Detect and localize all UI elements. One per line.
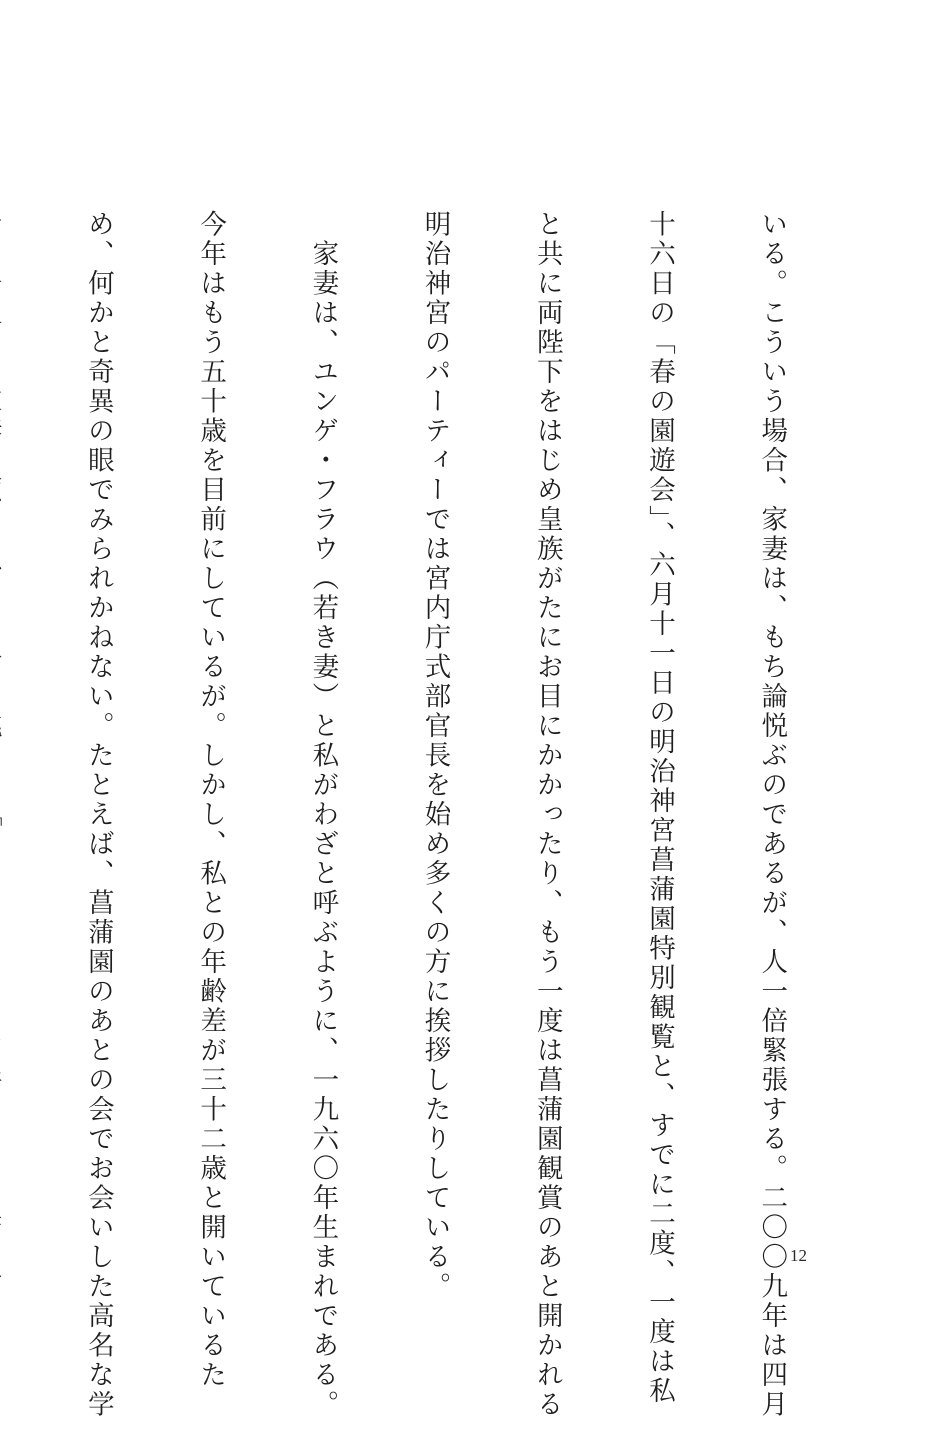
text-column-7: め、何かと奇異の眼でみられかねない。たとえば、菖蒲園のあとの会でお会いした高名な学 [82, 210, 114, 1420]
text-column-2: 十六日の「春の園遊会」、六月十一日の明治神宮菖蒲園特別観覧と、すでに二度、一度は私 [643, 210, 675, 1407]
text-column-5: 家妻は、ユンゲ・フラウ（若き妻）と私がわざと呼ぶように、一九六〇年生まれである。 [307, 210, 339, 1420]
text-column-8 [0, 210, 5, 1225]
text-column-3: と共に両陛下をはじめ皇族がたにお目にかかったり、もう一度は菖蒲園観賞のあと開かれる [531, 210, 563, 1420]
text-column-4: 明治神宮のパーティーでは宮内庁式部官長を始め多くの方に挨拶したりしている。 [419, 210, 451, 1302]
text-column-1: いる。こういう場合、家妻は、もち論悦ぶのであるが、人一倍緊張する。二〇〇九年は四月 [756, 210, 788, 1420]
page-number: 12 [790, 1246, 807, 1265]
text-column-6: 今年はもう五十歳を目前にしているが。しかし、私との年齢差が三十二歳と開いているた [195, 210, 227, 1390]
